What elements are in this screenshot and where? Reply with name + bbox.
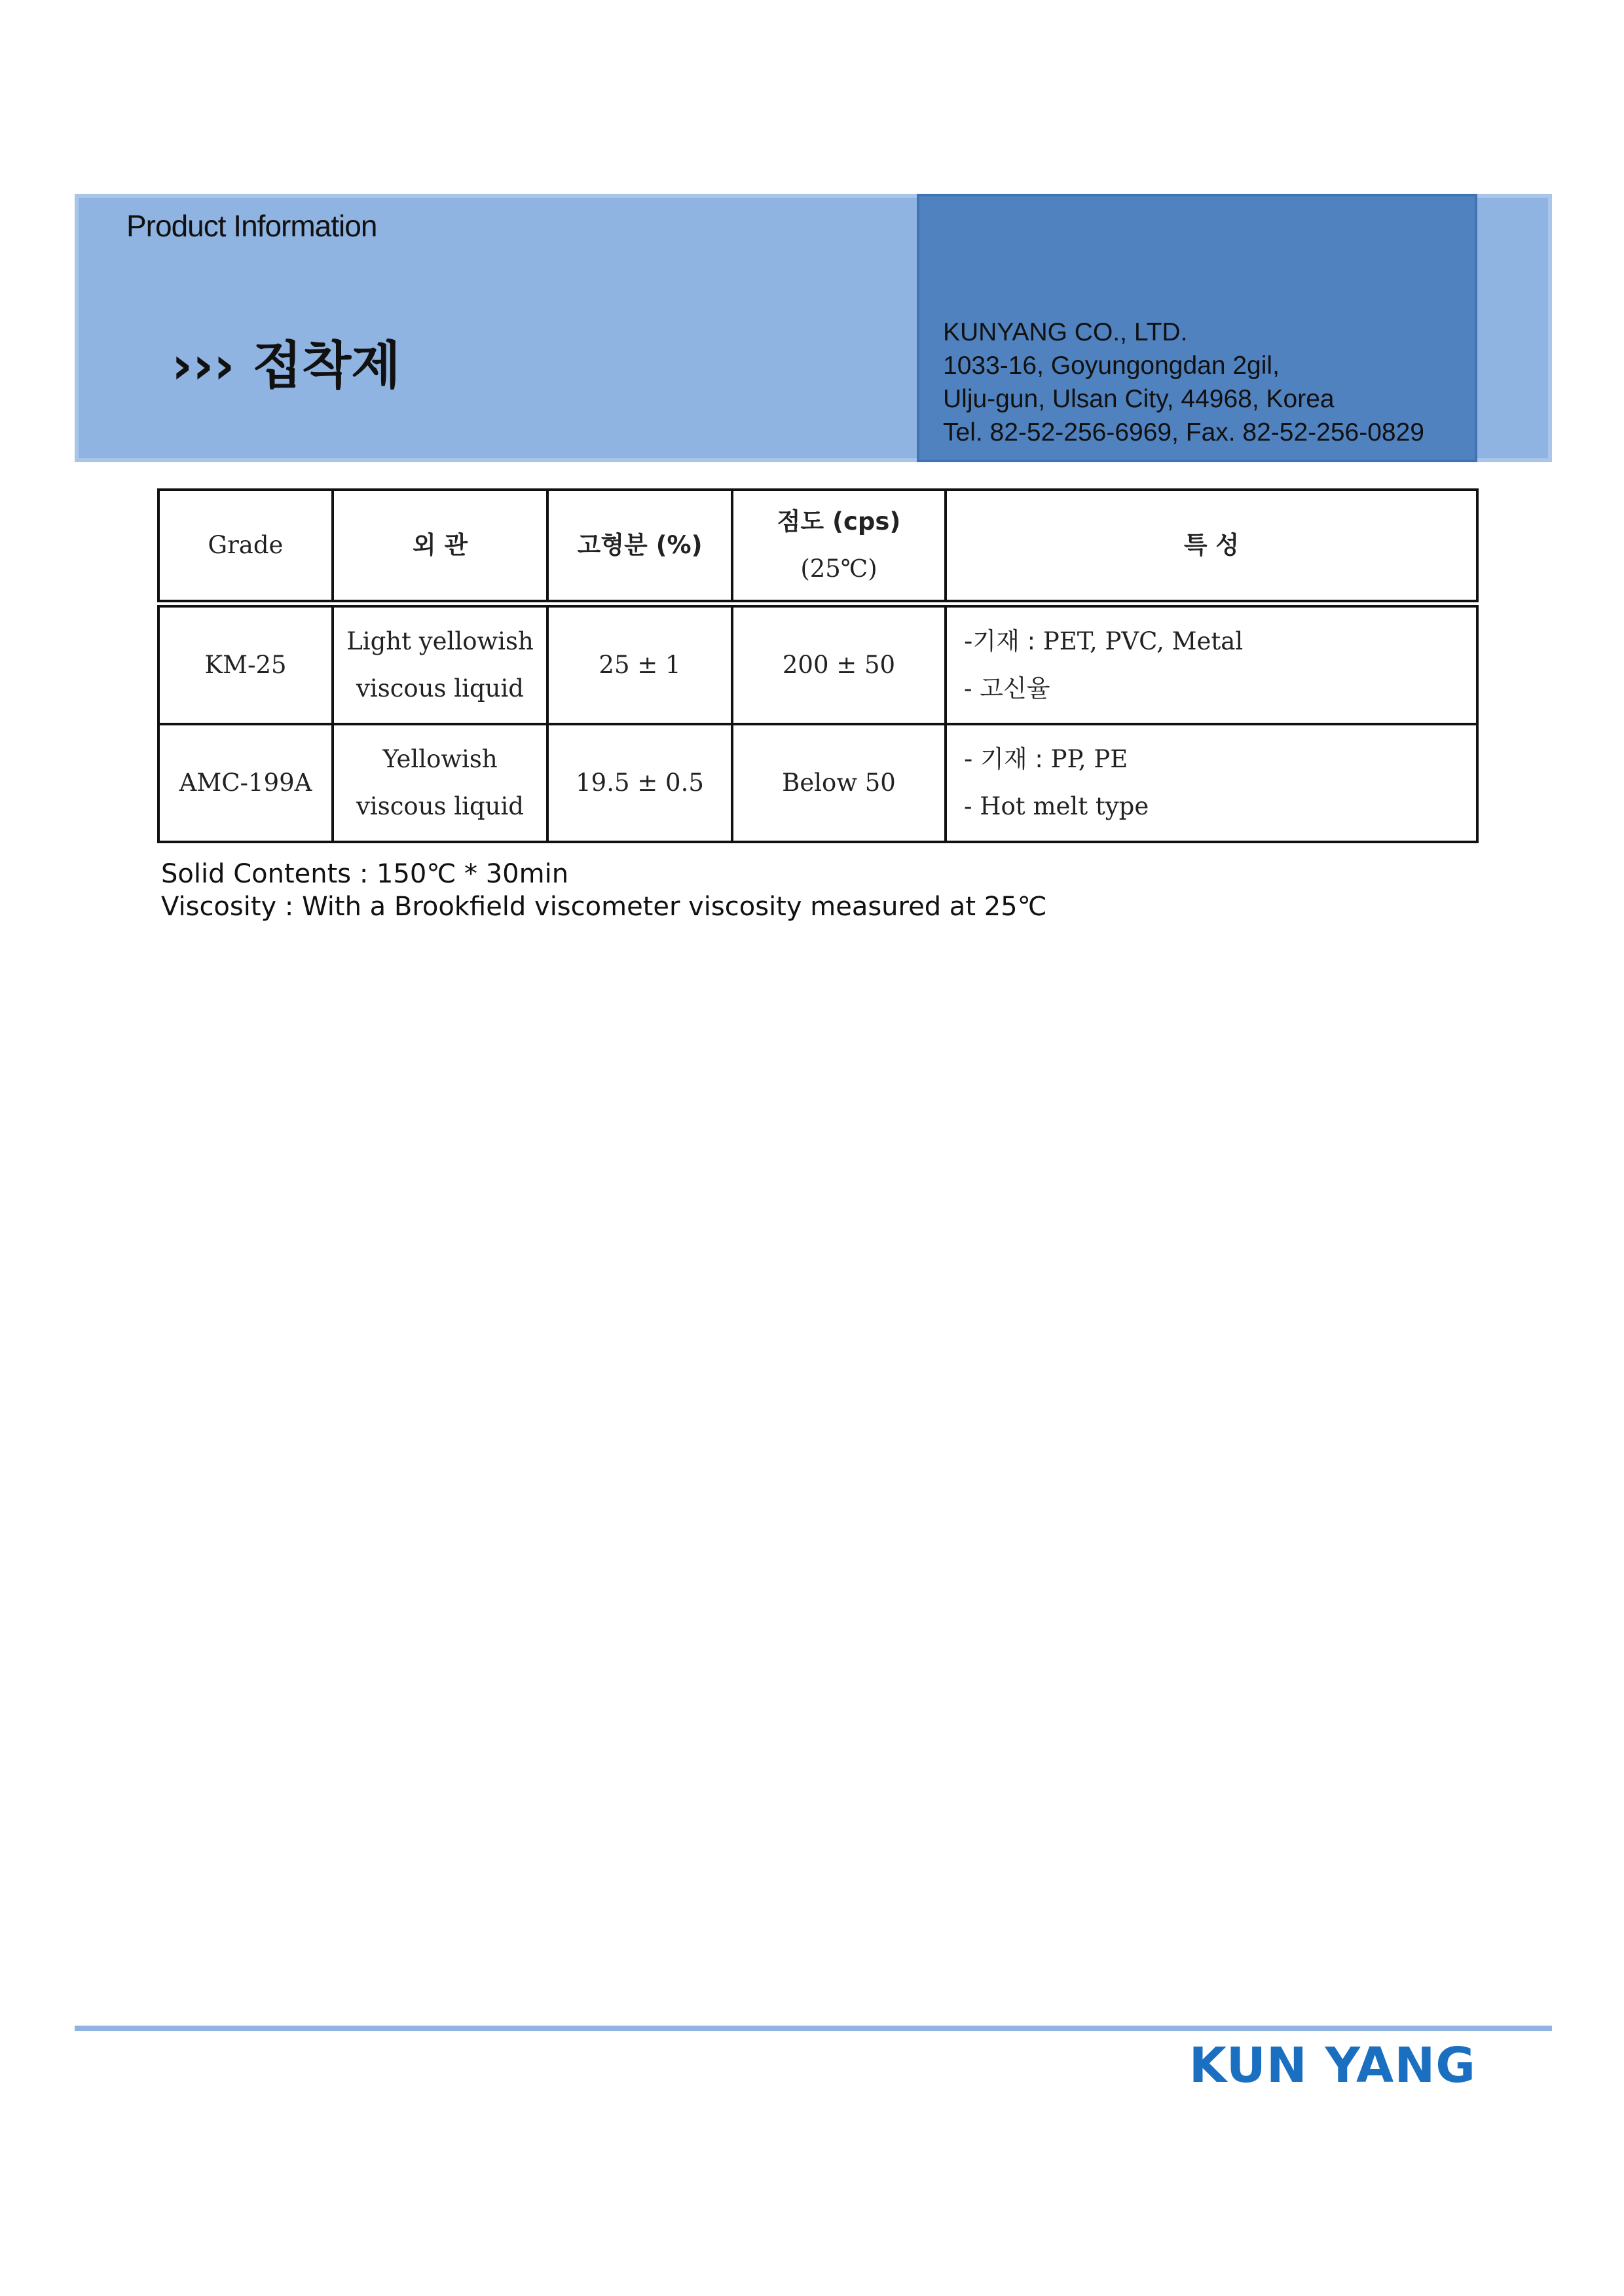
cell-solid-content: 19.5 ± 0.5	[547, 724, 732, 842]
header-viscosity	[732, 490, 946, 604]
cell-viscosity: 200 ± 50	[732, 604, 946, 724]
table-header-row	[158, 490, 1477, 604]
table-row	[158, 724, 1477, 842]
cell-property: - 기재 : PP, PE - Hot melt type	[946, 724, 1477, 842]
company-address-line1: 1033-16, Goyungongdan 2gil,	[943, 352, 1280, 380]
header-solid-content: 고형분 (%)	[547, 490, 732, 604]
cell-grade: KM-25	[158, 604, 333, 724]
table-row	[158, 604, 1477, 724]
cell-solid-content: 25 ± 1	[547, 604, 732, 724]
header-property: 특 성	[946, 490, 1477, 604]
footer-divider	[75, 2026, 1552, 2031]
product-spec-table	[157, 488, 1479, 843]
company-contact: Tel. 82-52-256-6969, Fax. 82-52-256-0829	[943, 418, 1424, 446]
note-viscosity: Viscosity : With a Brookfield viscometer viscosity measured at 25℃	[161, 892, 1047, 922]
footer-brand-logo: KUN YANG	[1189, 2037, 1476, 2094]
section-label: Product Information	[126, 209, 377, 243]
company-address-line2: Ulju-gun, Ulsan City, 44968, Korea	[943, 385, 1335, 413]
header-viscosity-line2: (25℃)	[800, 555, 877, 583]
page-title: ››› 접착제	[172, 337, 401, 395]
note-solid-contents: Solid Contents : 150℃ * 30min	[161, 859, 569, 889]
cell-appearance: Light yellowish viscous liquid	[333, 604, 547, 724]
company-name: KUNYANG CO., LTD.	[943, 318, 1188, 346]
header-appearance: 외 관	[333, 490, 547, 604]
header-viscosity-line1: 점도 (cps)	[777, 507, 901, 536]
header-grade: Grade	[158, 490, 333, 604]
company-info	[943, 316, 1473, 449]
cell-property: -기재 : PET, PVC, Metal - 고신율	[946, 604, 1477, 724]
notes	[161, 858, 1047, 923]
cell-grade: AMC-199A	[158, 724, 333, 842]
cell-viscosity: Below 50	[732, 724, 946, 842]
cell-appearance: Yellowish viscous liquid	[333, 724, 547, 842]
